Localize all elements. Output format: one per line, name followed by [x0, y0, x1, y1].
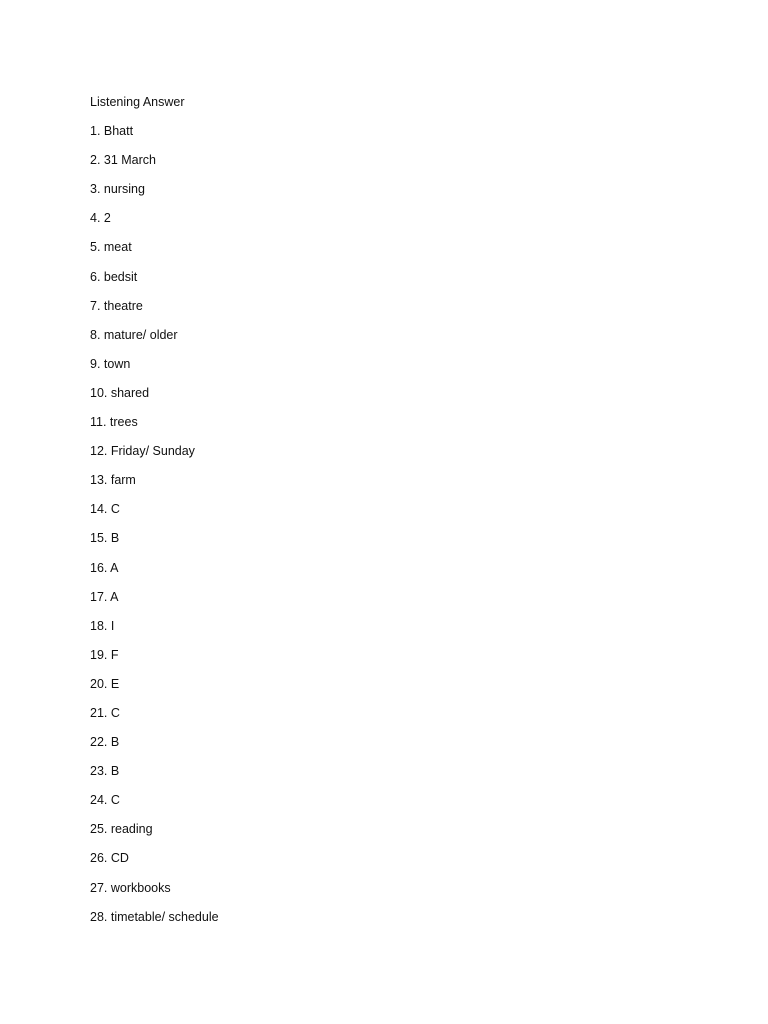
answer-line: 22. B: [90, 735, 120, 750]
answer-line: 2. 31 March: [90, 153, 157, 168]
answer-line: 19. F: [90, 647, 119, 662]
answer-line: 6. bedsit: [90, 269, 138, 284]
answer-line: 18. I: [90, 618, 115, 633]
answer-line: 26. CD: [90, 851, 129, 866]
answer-line: 1. Bhatt: [90, 124, 134, 139]
answer-line: 23. B: [90, 764, 120, 779]
answer-line: 8. mature/ older: [90, 327, 178, 342]
answer-line: 17. A: [90, 589, 119, 604]
answer-line: 12. Friday/ Sunday: [90, 444, 195, 459]
answer-line: 28. timetable/ schedule: [90, 909, 219, 924]
document-title: Listening Answer: [90, 95, 185, 109]
answer-line: 3. nursing: [90, 182, 145, 197]
answer-line: 5. meat: [90, 240, 132, 255]
answer-line: 13. farm: [90, 473, 136, 488]
answer-line: 14. C: [90, 502, 120, 517]
answer-line: 11. trees: [90, 415, 138, 430]
answer-line: 24. C: [90, 793, 120, 808]
answer-line: 15. B: [90, 531, 120, 546]
answer-line: 27. workbooks: [90, 880, 171, 895]
answer-line: 7. theatre: [90, 298, 143, 313]
answer-line: 21. C: [90, 705, 120, 720]
answer-line: 10. shared: [90, 385, 150, 400]
answer-line: 4. 2: [90, 211, 111, 226]
answer-line: 25. reading: [90, 822, 153, 837]
answer-line: 16. A: [90, 560, 119, 575]
answer-line: 20. E: [90, 676, 120, 691]
answer-line: 9. town: [90, 356, 131, 371]
answer-list: [90, 92, 690, 936]
